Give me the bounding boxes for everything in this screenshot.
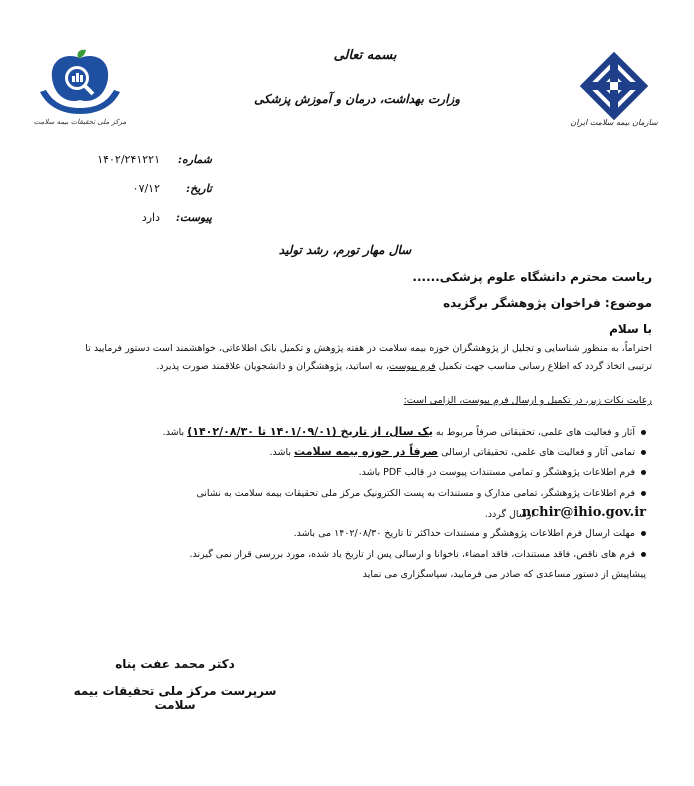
signer-title: سرپرست مرکز ملی تحقیقات بیمه سلامت bbox=[73, 684, 277, 712]
number-label: شماره: bbox=[177, 153, 212, 166]
attachment-label: پیوست: bbox=[175, 211, 212, 224]
ministry-name: وزارت بهداشت، درمان و آموزش پزشکی bbox=[254, 92, 460, 106]
bullet-icon bbox=[641, 491, 646, 496]
attachment-value: دارد bbox=[141, 211, 160, 224]
list-item: تمامی آثار و فعالیت های علمی، تحقیقاتی ارسالی صرفاً در حوزه بیمه سلامت باشد. bbox=[66, 445, 646, 458]
health-insurance-logo bbox=[580, 52, 648, 120]
date-label: تاریخ: bbox=[186, 182, 212, 195]
attached-form-reference: فرم پیوست bbox=[389, 361, 436, 372]
closing-line: پیشاپیش از دستور مساعدی که صادر می فرمایید، سپاسگزاری می نماید bbox=[362, 569, 646, 580]
list-item-continuation-end: ارسال گردد. bbox=[484, 509, 534, 520]
greeting: با سلام bbox=[609, 322, 652, 336]
recipient: ریاست محترم دانشگاه علوم پزشکی...... bbox=[412, 270, 652, 284]
right-logo-caption: سازمان بیمه سلامت ایران bbox=[570, 118, 658, 127]
left-logo-caption: مرکز ملی تحقیقات بیمه سلامت bbox=[33, 118, 127, 126]
list-item: فرم اطلاعات پژوهشگر، تمامی مدارک و مستندات به پست الکترونیک مرکز ملی تحقیقات بیمه سلامت به نشانی bbox=[66, 488, 646, 499]
subject: موضوع: فراخوان پژوهشگر برگزیده bbox=[443, 296, 652, 310]
intro-line-1: احتراماً، به منظور شناسایی و تجلیل از پژوهشگران حوزه بیمه سلامت در هفته پژوهش و تکمیل بانک اطلاعاتی، خواهشمند است دستور فرمایید تا bbox=[85, 343, 652, 354]
intro-paragraph bbox=[32, 340, 652, 376]
list-item: فرم اطلاعات پژوهشگر و تمامی مستندات پیوست در قالب PDF باشد. bbox=[66, 467, 646, 478]
bullet-icon bbox=[641, 470, 646, 475]
bullet-icon bbox=[641, 552, 646, 557]
bullet-icon bbox=[641, 430, 646, 435]
number-value: ۱۴۰۲/۲۴۱۲۲۱ bbox=[97, 153, 160, 166]
list-item: فرم های ناقص، فاقد مستندات، فاقد امضاء، ناخوانا و ارسالی پس از تاریخ یاد شده، مورد بررسی قرار نمی گیرند. bbox=[66, 549, 646, 560]
bullet-icon bbox=[641, 450, 646, 455]
year-slogan: سال مهار تورم، رشد تولید bbox=[278, 243, 412, 257]
signer-name: دکتر محمد عفت پناه bbox=[115, 657, 235, 671]
apple-magnifier-icon bbox=[30, 48, 130, 120]
list-item: آثار و فعالیت های علمی، تحقیقاتی صرفاً مربوط به یک سال، از تاریخ (۱۴۰۱/۰۹/۰۱ تا ۱۴۰۲/۰۸/۳۰) باشد. bbox=[66, 425, 646, 438]
notes-heading: رعایت نکات زیر، در تکمیل و ارسال فرم پیوست، الزامی است: bbox=[403, 395, 652, 406]
email-address: nchir@ihio.gov.ir bbox=[521, 505, 646, 520]
bullet-icon bbox=[641, 531, 646, 536]
list-item: مهلت ارسال فرم اطلاعات پژوهشگر و مستندات حداکثر تا تاریخ ۱۴۰۲/۰۸/۳۰ می باشد. bbox=[66, 528, 646, 539]
emblem-icon bbox=[580, 52, 648, 120]
intro-line-2: ترتیبی اتخاذ گردد که اطلاع رسانی مناسب جهت تکمیل فرم پیوست، به اساتید، پژوهشگران و دانشجویان علاقمند صورت پذیرد. bbox=[156, 361, 652, 372]
date-value: ۰۷/۱۲ bbox=[132, 182, 160, 195]
bismillah-heading: بسمه تعالی bbox=[333, 48, 397, 63]
